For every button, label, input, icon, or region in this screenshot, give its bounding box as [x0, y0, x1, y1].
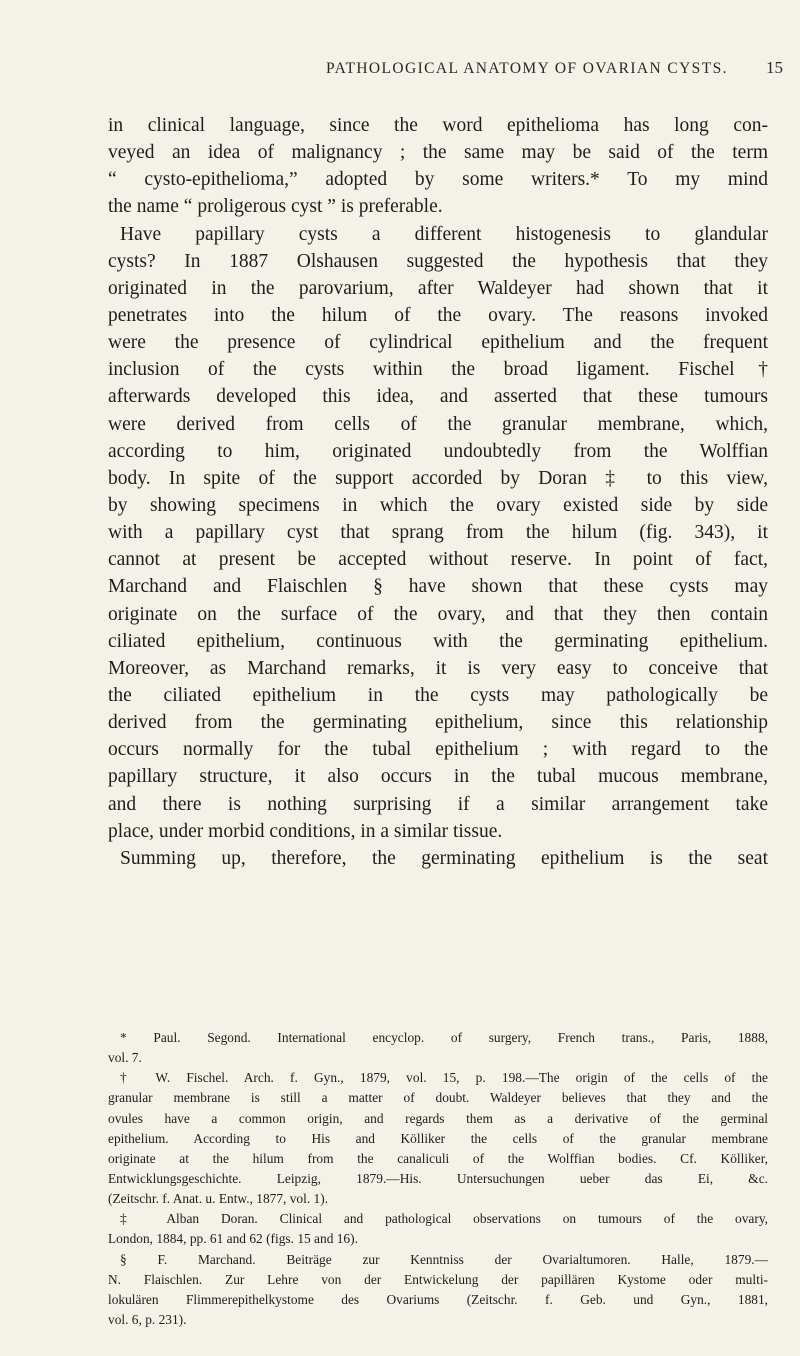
- body-line: inclusion of the cysts within the broad ligament. Fischel†: [108, 359, 768, 381]
- footnote-line: ovules have a common origin, and regards them as a derivative of the germinal: [108, 1110, 768, 1126]
- body-line: “ cysto-epithelioma,” adopted by some writers.* To my mind: [108, 169, 768, 191]
- body-line: in clinical language, since the word epithelioma has long con-: [108, 115, 768, 136]
- body-line: were the presence of cylindrical epithelium and the frequent: [108, 332, 768, 354]
- body-line: cysts? In 1887 Olshausen suggested the hypothesis that they: [108, 250, 768, 272]
- footnote-line: lokulären Flimmerepithelkystome des Ovariums (Zeitschr. f. Geb. und Gyn., 1881,: [108, 1291, 768, 1307]
- page-number: 15: [766, 58, 783, 77]
- footnote-line: London, 1884, pp. 61 and 62 (figs. 15 and 16).: [108, 1231, 358, 1247]
- body-line: originated in the parovarium, after Waldeyer had shown that it: [108, 277, 768, 299]
- body-line: afterwards developed this idea, and asserted that these tumours: [108, 386, 768, 408]
- footnote-line: † W. Fischel. Arch. f. Gyn., 1879, vol. 15, p. 198.—The origin of the cells of the: [120, 1070, 768, 1086]
- body-line: the ciliated epithelium in the cysts may pathologically be: [108, 684, 768, 706]
- body-line: were derived from cells of the granular membrane, which,: [108, 413, 768, 435]
- body-line: Summing up, therefore, the germinating epithelium is the seat: [120, 847, 768, 869]
- body-line: originate on the surface of the ovary, and that they then contain: [108, 603, 768, 625]
- footnote-line: § F. Marchand. Beiträge zur Kenntniss der Ovarialtumoren. Halle, 1879.—: [120, 1251, 768, 1267]
- body-line: Moreover, as Marchand remarks, it is very easy to conceive that: [108, 657, 768, 679]
- body-line: derived from the germinating epithelium, since this relationship: [108, 712, 768, 734]
- footnote-line: Entwicklungsgeschichte. Leipzig, 1879.—His. Untersuchungen ueber das Ei, &c.: [108, 1170, 768, 1186]
- body-line: papillary structure, it also occurs in the tubal mucous membrane,: [108, 766, 768, 788]
- footnote-line: (Zeitschr. f. Anat. u. Entw., 1877, vol. 1).: [108, 1191, 329, 1207]
- body-line: place, under morbid conditions, in a similar tissue.: [108, 820, 503, 842]
- body-line: by showing specimens in which the ovary existed side by side: [108, 494, 768, 516]
- footnote-line: vol. 6, p. 231).: [108, 1311, 187, 1327]
- body-line: Have papillary cysts a different histogenesis to glandular: [120, 223, 768, 245]
- footnote-line: N. Flaischlen. Zur Lehre von der Entwickelung der papillären Kystome oder multi-: [108, 1271, 768, 1287]
- running-head: PATHOLOGICAL ANATOMY OF OVARIAN CYSTS.: [326, 60, 728, 77]
- footnote-line: * Paul. Segond. International encyclop. of surgery, French trans., Paris, 1888,: [120, 1030, 768, 1045]
- body-line: Marchand and Flaischlen § have shown that these cysts may: [108, 576, 768, 598]
- body-line: body. In spite of the support accorded by Doran ‡ to this view,: [108, 467, 768, 489]
- body-text: [108, 112, 768, 872]
- body-line: according to him, originated undoubtedly from the Wolffian: [108, 440, 768, 462]
- body-line: ciliated epithelium, continuous with the germinating epithelium.: [108, 630, 768, 652]
- footnote-line: granular membrane is still a matter of doubt. Waldeyer believes that they and the: [108, 1090, 768, 1106]
- footnote-line: epithelium. According to His and Kölliker the cells of the granular membrane: [108, 1130, 768, 1146]
- footnote-line: ‡ Alban Doran. Clinical and pathological observations on tumours of the ovary,: [120, 1211, 768, 1227]
- body-line: veyed an idea of malignancy ; the same may be said of the term: [108, 142, 768, 164]
- body-line: with a papillary cyst that sprang from the hilum (fig. 343), it: [108, 522, 768, 544]
- body-line: occurs normally for the tubal epithelium ; with regard to the: [108, 739, 768, 761]
- footnote-line: vol. 7.: [108, 1050, 142, 1066]
- body-line: cannot at present be accepted without reserve. In point of fact,: [108, 549, 768, 571]
- footnote-line: originate at the hilum from the canaliculi of the Wolffian bodies. Cf. Kölliker,: [108, 1150, 768, 1166]
- footnotes: [108, 1028, 768, 1330]
- body-line: the name “ proligerous cyst ” is preferable.: [108, 196, 443, 218]
- body-line: and there is nothing surprising if a similar arrangement take: [108, 793, 768, 815]
- body-line: penetrates into the hilum of the ovary. The reasons invoked: [108, 304, 768, 326]
